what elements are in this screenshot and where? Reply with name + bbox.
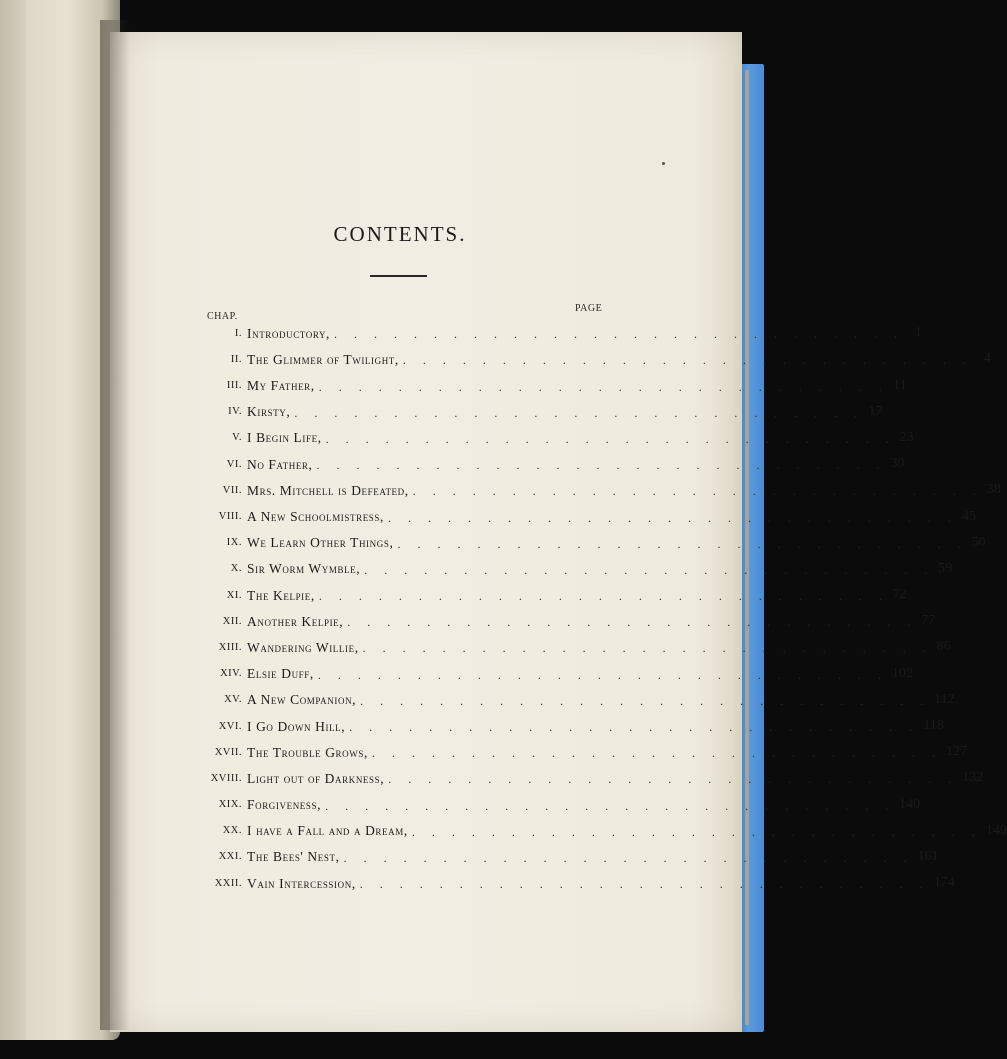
dot-leader: . . . . . . . . . . . . . . . . . . . . . . . . . . . . . [349, 720, 920, 734]
toc-entry [205, 785, 921, 813]
toc-entry [205, 838, 939, 865]
chapter-number: XX. [222, 825, 242, 837]
chapter-number: XV. [224, 694, 242, 706]
chapter-number: IV. [228, 406, 242, 418]
page-number: 17 [868, 403, 883, 419]
page-number: 127 [945, 744, 967, 760]
dot-leader: . . . . . . . . . . . . . . . . . . . . . . . . . . . . . [317, 667, 888, 682]
chapter-number: XII. [222, 615, 242, 627]
chapter-title: The Trouble Grows, [247, 744, 368, 760]
chapter-title: The Bees' Nest, [247, 849, 340, 865]
toc-entry [205, 576, 907, 604]
chapter-title: Introductory, [247, 325, 331, 341]
chapter-number: VIII. [218, 511, 242, 522]
page-number: 30 [890, 456, 905, 472]
toc-entry [205, 733, 967, 761]
toc-entry [205, 524, 986, 551]
dot-leader: . . . . . . . . . . . . . . . . . . . . . . . . . . . . . [397, 536, 968, 551]
chapter-number: XVII. [214, 746, 242, 758]
chapter-number: VI. [226, 458, 242, 470]
chapter-number: X. [230, 563, 242, 575]
toc-entry [205, 471, 1001, 499]
chapter-title: A New Schoolmistress, [247, 509, 384, 524]
toc-entry [205, 393, 883, 420]
chapter-title: The Kelpie, [247, 587, 315, 603]
toc-entry [205, 445, 905, 473]
chapter-title: Light out of Darkness, [247, 770, 385, 786]
toc-entry [205, 707, 944, 734]
dot-leader: . . . . . . . . . . . . . . . . . . . . . . . . . . . . . [325, 431, 896, 446]
chapter-title: Wandering Willie, [247, 639, 359, 655]
page-number: 132 [962, 770, 984, 786]
chapter-number: XI. [226, 589, 242, 601]
dot-leader: . . . . . . . . . . . . . . . . . . . . . . . . . . . . . [359, 877, 930, 892]
dot-leader: . . . . . . . . . . . . . . . . . . . . . . . . . . . . . [347, 615, 918, 630]
chapter-title: We Learn Other Things, [247, 535, 394, 551]
page-number: 102 [891, 665, 913, 681]
toc-entry [205, 759, 984, 787]
page-number: 174 [933, 875, 955, 891]
toc-entry [205, 550, 953, 577]
chapter-number: XIII. [218, 641, 242, 653]
chapter-title: Forgiveness, [247, 797, 322, 813]
dot-leader: . . . . . . . . . . . . . . . . . . . . . . . . . . . . . [318, 589, 889, 604]
dot-leader: . . . . . . . . . . . . . . . . . . . . . . . . . . . . . [294, 405, 865, 420]
page-number: 118 [923, 718, 944, 733]
dot-leader: . . . . . . . . . . . . . . . . . . . . . . . . . . . . . [364, 562, 935, 577]
chapter-title: I Begin Life, [247, 430, 322, 446]
chapter-number: XIV. [220, 668, 242, 680]
paper-speck [662, 162, 665, 165]
page-number: 149 [985, 822, 1007, 838]
chapter-title: The Glimmer of Twilight, [247, 351, 399, 367]
chap-column-header: CHAP. [207, 311, 238, 322]
chapter-title: Mrs. Mitchell is Defeated, [247, 482, 409, 498]
toc-entry [205, 681, 955, 708]
chapter-number: XIX. [218, 799, 242, 811]
contents-list [205, 314, 1007, 892]
toc-entry [205, 314, 923, 342]
page-number: 112 [934, 691, 955, 707]
dot-leader: . . . . . . . . . . . . . . . . . . . . . . . . . . . . . [388, 510, 958, 525]
toc-entry [205, 340, 991, 368]
page-number: 161 [917, 848, 939, 864]
chapter-number: VII. [222, 484, 242, 496]
page-number: 38 [986, 482, 1001, 498]
dot-leader: . . . . . . . . . . . . . . . . . . . . . . . . . . . . . [360, 693, 931, 708]
dot-leader: . . . . . . . . . . . . . . . . . . . . . . . . . . . . . [371, 746, 942, 761]
toc-entry [205, 654, 913, 682]
dot-leader: . . . . . . . . . . . . . . . . . . . . . . . . . . . . . [316, 458, 887, 473]
chapter-number: V. [232, 432, 242, 444]
dot-leader: . . . . . . . . . . . . . . . . . . . . . . . . . . . . . [412, 484, 983, 499]
page-number: 45 [962, 508, 976, 524]
chapter-title: I have a Fall and a Dream, [247, 823, 408, 839]
toc-entry [205, 602, 936, 630]
toc-entry [205, 864, 955, 892]
chapter-title: No Father, [247, 456, 313, 472]
page-number: 77 [921, 613, 936, 629]
gutter-shadow [100, 20, 130, 1030]
page-number: 11 [893, 377, 907, 393]
chapter-number: III. [226, 380, 242, 392]
page-number: 50 [971, 534, 986, 550]
chapter-title: Elsie Duff, [247, 666, 314, 682]
toc-entry [205, 812, 1007, 839]
page-title: CONTENTS. [333, 222, 467, 246]
dot-leader: . . . . . . . . . . . . . . . . . . . . . . . . . . . . . [318, 379, 889, 394]
chapter-title: A New Companion, [247, 692, 357, 708]
page-number: 59 [938, 560, 953, 576]
toc-entry [205, 419, 914, 446]
page-number: 1 [915, 325, 923, 341]
dot-leader: . . . . . . . . . . . . . . . . . . . . . . . . . . . . . [325, 798, 896, 813]
dot-leader: . . . . . . . . . . . . . . . . . . . . . . . . . . . . . [388, 772, 959, 787]
chapter-number: I. [234, 327, 242, 339]
page-column-header: PAGE [575, 303, 603, 314]
page-number: 23 [899, 429, 914, 445]
toc-entry [205, 628, 951, 656]
title-rule [370, 275, 427, 277]
page-number: 4 [983, 351, 991, 367]
chapter-title: My Father, [247, 378, 315, 394]
chapter-title: Sir Worm Wymble, [247, 561, 361, 577]
dot-leader: . . . . . . . . . . . . . . . . . . . . . . . . . . . . . [362, 641, 933, 656]
left-page-edge [0, 0, 26, 1040]
chapter-title: I Go Down Hill, [247, 718, 346, 734]
toc-entry [205, 366, 907, 394]
chapter-number: IX. [226, 537, 242, 549]
dot-leader: . . . . . . . . . . . . . . . . . . . . . . . . . . . . . [334, 327, 905, 342]
page-number: 72 [892, 587, 907, 603]
chapter-title: Another Kelpie, [247, 613, 344, 629]
dot-leader: . . . . . . . . . . . . . . . . . . . . . . . . . . . . . [402, 353, 973, 368]
toc-entry [205, 497, 976, 525]
chapter-number: XVI. [218, 720, 242, 732]
page-number: 140 [899, 796, 921, 812]
dot-leader: . . . . . . . . . . . . . . . . . . . . . . . . . . . . . [411, 824, 982, 839]
page-number: 86 [936, 639, 951, 655]
chapter-title: Vain Intercession, [247, 875, 356, 891]
chapter-number: XXII. [214, 877, 242, 889]
chapter-title: Kirsty, [247, 404, 291, 420]
chapter-number: XVIII. [210, 772, 242, 784]
dot-leader: . . . . . . . . . . . . . . . . . . . . . . . . . . . . . [343, 850, 914, 865]
chapter-number: XXI. [218, 851, 242, 863]
chapter-number: II. [230, 353, 242, 365]
